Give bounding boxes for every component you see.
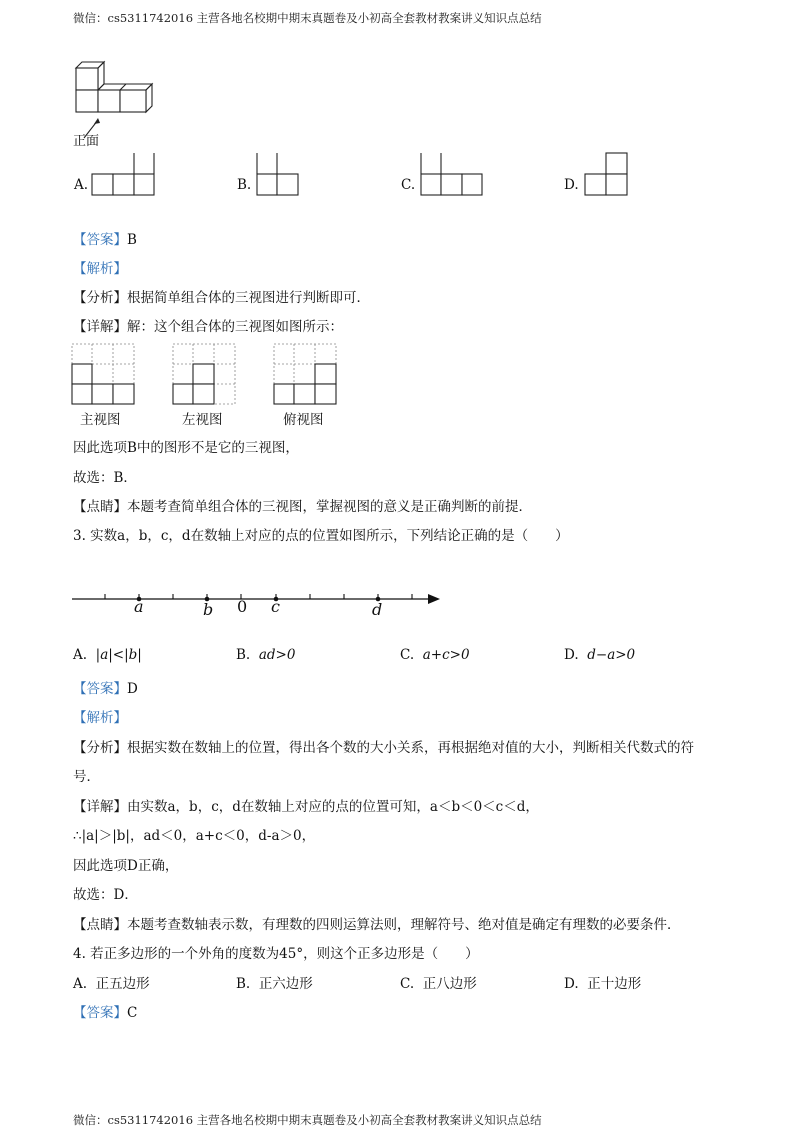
axis-label-0: 0 xyxy=(237,597,248,616)
fenxi-text: 根据实数在数轴上的位置，得出各个数的大小关系，再根据绝对值的大小，判断相关代数式的符 xyxy=(127,740,694,756)
option-d-label: D. xyxy=(564,177,579,193)
option-text: 正八边形 xyxy=(422,976,477,992)
q4-question: 4. 若正多边形的一个外角的度数为45°，则这个正多边形是（ ） xyxy=(73,946,479,962)
option-text: d−a>0 xyxy=(587,647,636,663)
option-label: B. xyxy=(236,647,251,663)
answer-tag: 【答案】 xyxy=(73,1005,127,1021)
detail-tag: 【详解】 xyxy=(73,799,127,815)
axis-label-c: c xyxy=(271,597,280,616)
q4-option-d xyxy=(564,972,641,992)
option-c-figure xyxy=(418,152,488,197)
option-label: A. xyxy=(73,647,88,663)
answer-value: D xyxy=(127,681,138,697)
q3-question: 3. 实数a，b，c，d在数轴上对应的点的位置如图所示，下列结论正确的是（ ） xyxy=(73,528,569,544)
option-c-label: C. xyxy=(401,177,416,193)
option-label: D. xyxy=(564,647,579,663)
option-label: D. xyxy=(564,976,579,992)
q2-fenxi-line xyxy=(73,286,370,306)
answer-value: B xyxy=(127,232,137,248)
analysis-tag: 【解析】 xyxy=(73,261,127,277)
q3-line2: ∴|a|＞|b|，ad＜0，a+c＜0，d-a＞0， xyxy=(73,828,316,844)
option-b-figure xyxy=(254,152,304,197)
q3-option-c xyxy=(400,647,470,663)
q4-option-a xyxy=(73,972,150,992)
q3-option-a xyxy=(73,647,142,663)
q3-option-b xyxy=(236,647,295,663)
fenxi-text: 根据简单组合体的三视图进行判断即可． xyxy=(127,290,370,306)
answer-tag: 【答案】 xyxy=(73,232,127,248)
dianjing-text: 本题考查数轴表示数，有理数的四则运算法则，理解符号、绝对值是确定有理数的必要条件． xyxy=(127,917,681,933)
detail-text: 解：这个组合体的三视图如图所示： xyxy=(127,319,343,335)
front-label: 正面 xyxy=(73,134,100,149)
q2-line4: 故选：B． xyxy=(73,470,137,486)
detail-tag: 【详解】 xyxy=(73,319,127,335)
option-label: B. xyxy=(236,976,251,992)
axis-label-b: b xyxy=(203,600,214,619)
q3-fenxi-line xyxy=(73,736,694,756)
option-a-label: A. xyxy=(74,177,89,193)
q4-answer-line xyxy=(73,1001,137,1021)
option-text: ad>0 xyxy=(258,647,296,663)
option-text: 正六边形 xyxy=(258,976,313,992)
option-b-label: B. xyxy=(237,177,252,193)
page-footer: 微信：cs5311742016 主营各地名校期中期末真题卷及小初高全套教材教案讲义知识点总结 xyxy=(73,1113,542,1127)
front-view-figure xyxy=(70,342,138,406)
left-view-label: 左视图 xyxy=(182,412,223,428)
q3-line4: 故选：D． xyxy=(73,887,138,903)
q2-dianjing-line xyxy=(73,495,532,515)
option-label: A. xyxy=(73,976,88,992)
q2-answer-line xyxy=(73,228,137,248)
option-text: |a|<|b| xyxy=(95,647,142,663)
option-label: C. xyxy=(400,976,415,992)
fenxi-tag: 【分析】 xyxy=(73,740,127,756)
q3-dianjing-line xyxy=(73,913,681,933)
top-view-figure xyxy=(272,342,340,406)
front-view-label: 主视图 xyxy=(80,412,121,428)
detail-text: 由实数a，b，c，d在数轴上对应的点的位置可知，a＜b＜0＜c＜d， xyxy=(127,799,539,815)
fenxi-tag: 【分析】 xyxy=(73,290,127,306)
dianjing-text: 本题考查简单组合体的三视图，掌握视图的意义是正确判断的前提． xyxy=(127,499,532,515)
q2-line3: 因此选项B中的图形不是它的三视图， xyxy=(73,440,299,456)
left-view-figure xyxy=(171,342,239,406)
option-d-figure xyxy=(582,152,632,197)
top-view-label: 俯视图 xyxy=(283,412,324,428)
answer-tag: 【答案】 xyxy=(73,681,127,697)
q3-option-d xyxy=(564,647,635,663)
option-label: C. xyxy=(400,647,415,663)
q3-line3: 因此选项D正确， xyxy=(73,858,179,874)
number-line xyxy=(70,585,450,625)
axis-label-a: a xyxy=(134,597,144,616)
q3-answer-line xyxy=(73,677,138,697)
q4-option-b xyxy=(236,972,313,992)
q2-detail-line xyxy=(73,315,343,335)
option-a-figure xyxy=(90,152,160,197)
option-text: 正十边形 xyxy=(587,976,642,992)
q4-option-c xyxy=(400,972,477,992)
dianjing-tag: 【点睛】 xyxy=(73,917,127,933)
axis-label-d: d xyxy=(372,600,383,619)
option-text: 正五边形 xyxy=(95,976,150,992)
q3-detail-line xyxy=(73,795,539,815)
option-text: a+c>0 xyxy=(422,647,470,663)
page-header: 微信：cs5311742016 主营各地名校期中期末真题卷及小初高全套教材教案讲义知识点总结 xyxy=(73,11,542,25)
dianjing-tag: 【点睛】 xyxy=(73,499,127,515)
answer-value: C xyxy=(127,1005,138,1021)
analysis-tag: 【解析】 xyxy=(73,710,127,726)
q3-fenxi-line-2: 号． xyxy=(73,769,100,785)
